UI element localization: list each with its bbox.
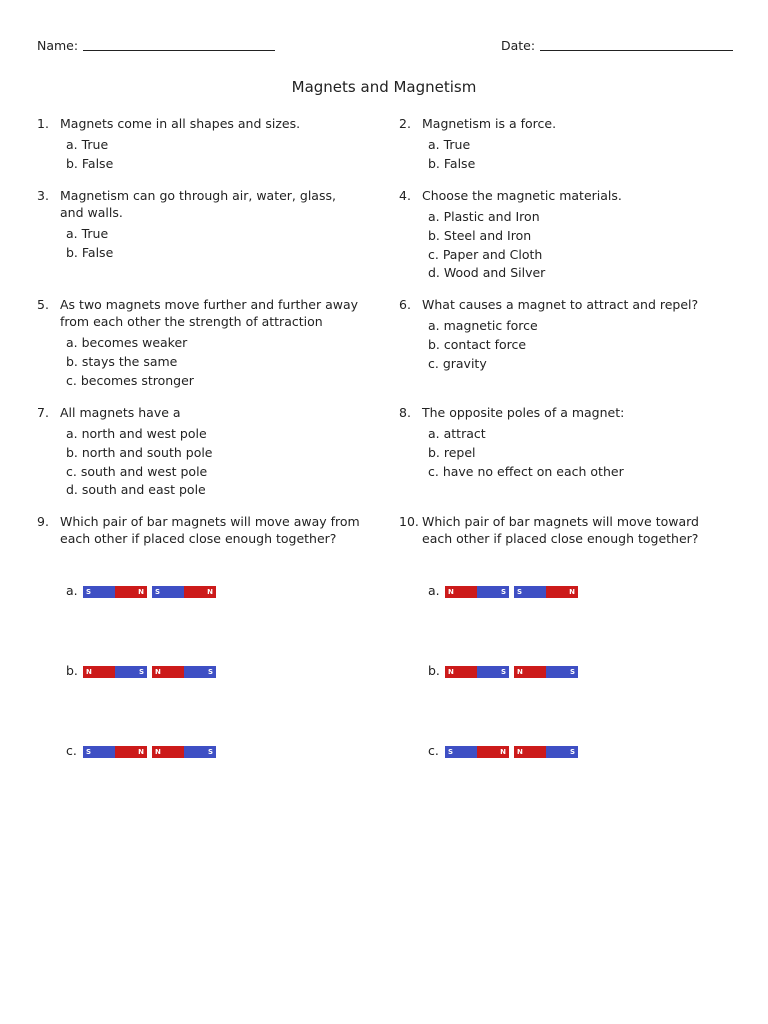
question-text: Which pair of bar magnets will move toward each other if placed close enough together?	[422, 514, 699, 546]
question-text: The opposite poles of a magnet:	[422, 405, 625, 420]
bar-magnet-pair	[445, 666, 583, 678]
answer-option[interactable]: c. south and west pole	[66, 463, 208, 479]
bar-magnet	[83, 666, 147, 678]
north-pole: N	[115, 586, 147, 598]
question-2	[399, 115, 719, 174]
question-9	[37, 513, 360, 547]
bar-magnet	[83, 746, 147, 758]
answer-option[interactable]: a. True	[66, 137, 109, 152]
answer-option[interactable]: b. Steel and Iron	[428, 227, 532, 243]
answer-option[interactable]: b. repel	[428, 444, 476, 460]
south-pole: S	[477, 666, 509, 678]
question-text: Choose the magnetic materials.	[422, 188, 622, 203]
question-number: 8.	[399, 405, 411, 420]
option-letter: c.	[428, 743, 439, 758]
south-pole: S	[115, 666, 147, 678]
answer-option[interactable]: b. stays the same	[66, 353, 178, 369]
bar-magnet	[514, 586, 578, 598]
north-pole: N	[152, 666, 184, 678]
question-7	[37, 404, 357, 500]
page-title: Magnets and Magnetism	[291, 78, 477, 96]
south-pole: S	[83, 746, 115, 758]
north-pole: N	[184, 586, 216, 598]
answer-option[interactable]: a. Plastic and Iron	[428, 209, 540, 224]
answer-option[interactable]: c. gravity	[428, 355, 487, 371]
question-text: Magnets come in all shapes and sizes.	[60, 116, 301, 131]
answer-option[interactable]: c. have no effect on each other	[428, 463, 624, 479]
answer-option[interactable]: b. north and south pole	[66, 444, 213, 460]
answer-option[interactable]: c. becomes stronger	[66, 372, 194, 388]
question-6	[399, 296, 719, 373]
north-pole: N	[115, 746, 147, 758]
option-letter: a.	[66, 583, 78, 598]
bar-magnet-pair	[83, 586, 221, 598]
question-text: Magnetism can go through air, water, glass, and walls.	[60, 188, 336, 220]
question-text: Which pair of bar magnets will move away from each other if placed close enough together?	[60, 514, 360, 546]
answer-option[interactable]: a. True	[428, 137, 471, 152]
south-pole: S	[477, 586, 509, 598]
question-text: What causes a magnet to attract and repel?	[422, 297, 699, 312]
bar-magnet	[445, 586, 509, 598]
south-pole: S	[514, 586, 546, 598]
north-pole: N	[83, 666, 115, 678]
question-number: 6.	[399, 297, 411, 312]
question-3	[37, 187, 357, 263]
answer-option[interactable]: a. north and west pole	[66, 426, 207, 441]
question-1	[37, 115, 357, 174]
answer-option[interactable]: b. False	[66, 155, 114, 171]
bar-magnet	[445, 746, 509, 758]
bar-magnet	[83, 586, 147, 598]
option-letter: b.	[428, 663, 440, 678]
south-pole: S	[546, 666, 578, 678]
question-text: As two magnets move further and further away from each other the strength of attraction	[60, 297, 359, 329]
north-pole: N	[477, 746, 509, 758]
south-pole: S	[546, 746, 578, 758]
option-letter: c.	[66, 743, 77, 758]
answer-option[interactable]: a. magnetic force	[428, 318, 538, 333]
south-pole: S	[152, 586, 184, 598]
question-number: 9.	[37, 514, 49, 529]
north-pole: N	[514, 666, 546, 678]
question-number: 5.	[37, 297, 49, 312]
north-pole: N	[445, 586, 477, 598]
answer-option[interactable]: a. becomes weaker	[66, 335, 188, 350]
bar-magnet-pair	[445, 586, 583, 598]
answer-option[interactable]: d. south and east pole	[66, 482, 206, 498]
bar-magnet	[514, 666, 578, 678]
date-label: Date:	[501, 38, 536, 53]
question-number: 10.	[399, 514, 419, 529]
answer-option[interactable]: c. Paper and Cloth	[428, 246, 543, 262]
south-pole: S	[184, 746, 216, 758]
option-letter: a.	[428, 583, 440, 598]
answer-option[interactable]: a. True	[66, 226, 109, 241]
question-number: 3.	[37, 188, 49, 203]
question-8	[399, 404, 719, 481]
question-10	[399, 513, 719, 547]
date-field[interactable]	[540, 50, 733, 51]
answer-option[interactable]: b. False	[428, 155, 476, 171]
question-number: 4.	[399, 188, 411, 203]
bar-magnet	[445, 666, 509, 678]
north-pole: N	[546, 586, 578, 598]
question-text: Magnetism is a force.	[422, 116, 557, 131]
bar-magnet-pair	[445, 746, 583, 758]
answer-option[interactable]: b. False	[66, 244, 114, 260]
question-4	[399, 187, 719, 283]
question-5	[37, 296, 357, 390]
question-number: 7.	[37, 405, 49, 420]
question-text: All magnets have a	[60, 405, 181, 420]
south-pole: S	[83, 586, 115, 598]
name-label: Name:	[37, 38, 79, 53]
south-pole: S	[184, 666, 216, 678]
bar-magnet-pair	[83, 666, 221, 678]
bar-magnet	[152, 666, 216, 678]
bar-magnet	[152, 586, 216, 598]
south-pole: S	[445, 746, 477, 758]
north-pole: N	[152, 746, 184, 758]
bar-magnet	[514, 746, 578, 758]
bar-magnet-pair	[83, 746, 221, 758]
north-pole: N	[445, 666, 477, 678]
answer-option[interactable]: a. attract	[428, 426, 486, 441]
question-number: 2.	[399, 116, 411, 131]
north-pole: N	[514, 746, 546, 758]
answer-option[interactable]: b. contact force	[428, 336, 527, 352]
name-field[interactable]	[83, 50, 275, 51]
option-letter: b.	[66, 663, 78, 678]
bar-magnet	[152, 746, 216, 758]
answer-option[interactable]: d. Wood and Silver	[428, 265, 546, 281]
question-number: 1.	[37, 116, 49, 131]
